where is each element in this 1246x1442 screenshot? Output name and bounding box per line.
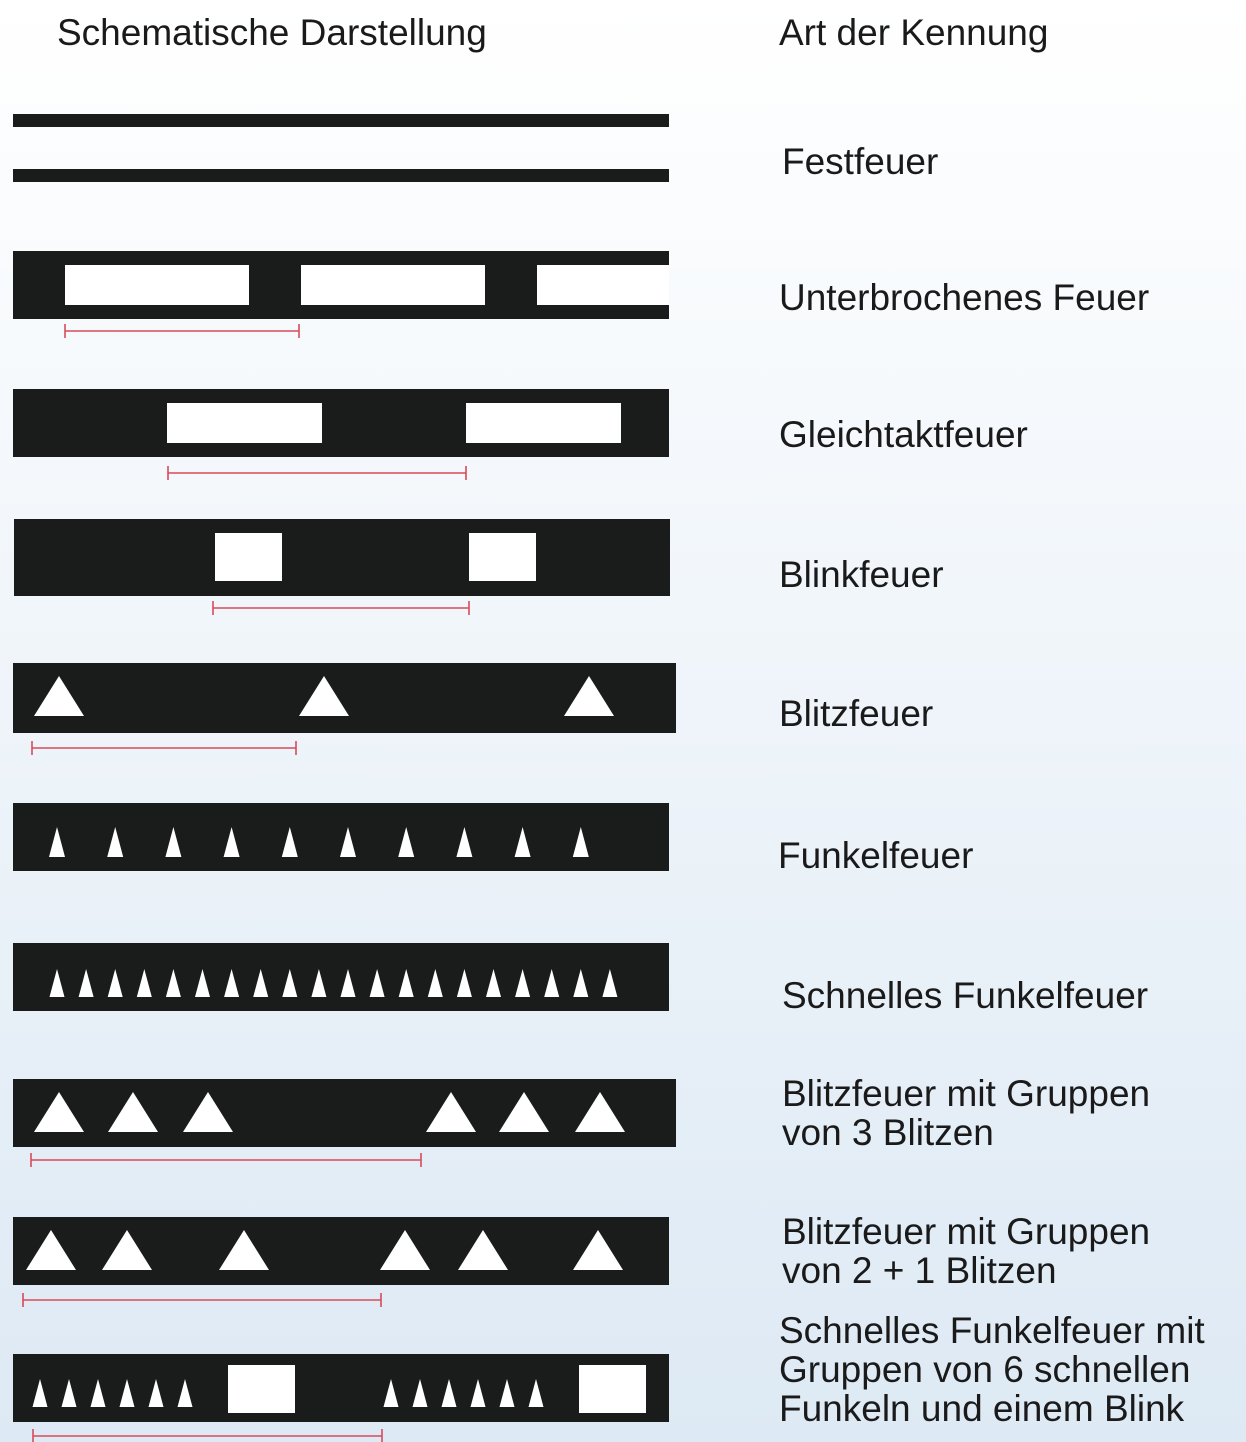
fixed-line-top <box>13 114 669 127</box>
composite-group-period <box>23 1293 381 1307</box>
occulting-light-1 <box>65 265 249 305</box>
label-composite-group-line1: Blitzfeuer mit Gruppen <box>782 1211 1151 1252</box>
very-quick-group-long-flash-2 <box>579 1365 646 1413</box>
right-column-header: Art der Kennung <box>779 12 1049 53</box>
very-quick-bar <box>13 943 669 1011</box>
quick-bar <box>13 803 669 871</box>
flashing-long-light-2 <box>469 533 536 581</box>
occulting-light-3 <box>537 265 669 305</box>
flashing-long-bar <box>14 519 670 596</box>
label-very-quick: Schnelles Funkelfeuer <box>782 975 1149 1016</box>
occulting-period <box>65 324 299 338</box>
label-quick: Funkelfeuer <box>778 835 974 876</box>
very-quick-group-bar <box>13 1354 669 1422</box>
left-column-header: Schematische Darstellung <box>57 12 487 53</box>
label-very-quick-group-line2: Gruppen von 6 schnellen <box>779 1348 1191 1390</box>
very-quick-group-long-flash-1 <box>228 1365 295 1413</box>
label-group-flash-3-line1: Blitzfeuer mit Gruppen <box>782 1073 1151 1114</box>
label-flash: Blitzfeuer <box>779 693 934 734</box>
composite-group-bar <box>13 1217 669 1285</box>
flash-period <box>32 741 296 755</box>
label-composite-group-line2: von 2 + 1 Blitzen <box>782 1249 1057 1291</box>
isophase-light-1 <box>167 403 322 443</box>
occulting-light-2 <box>301 265 485 305</box>
flashing-long-period <box>213 601 469 615</box>
label-very-quick-group-line1: Schnelles Funkelfeuer mit <box>779 1310 1205 1351</box>
label-occulting: Unterbrochenes Feuer <box>779 277 1150 318</box>
label-flashing-long: Blinkfeuer <box>779 554 944 595</box>
isophase-light-2 <box>466 403 621 443</box>
label-isophase: Gleichtaktfeuer <box>779 414 1028 455</box>
group-flash-3-period <box>31 1153 421 1167</box>
isophase-period <box>168 466 466 480</box>
label-fixed: Festfeuer <box>782 141 939 182</box>
flashing-long-light-1 <box>215 533 282 581</box>
fixed-line-bottom <box>13 169 669 182</box>
label-very-quick-group-line3: Funkeln und einem Blink <box>779 1387 1185 1429</box>
label-group-flash-3-line2: von 3 Blitzen <box>782 1111 994 1153</box>
group-flash-3-bar <box>13 1079 676 1147</box>
very-quick-group-period <box>33 1429 382 1442</box>
